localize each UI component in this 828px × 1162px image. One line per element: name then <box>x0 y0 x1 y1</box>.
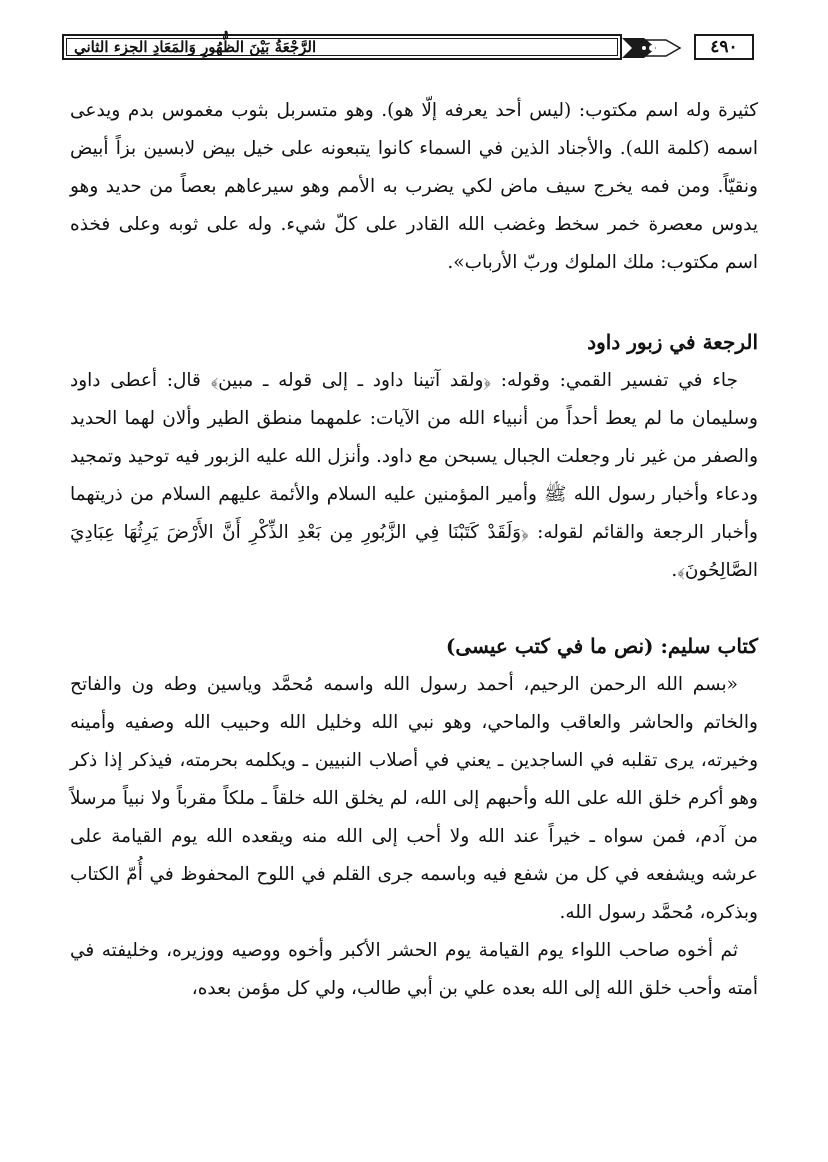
page-number: ٤٩٠ <box>694 34 754 60</box>
paragraph-sulaym-continuation: ثم أخوه صاحب اللواء يوم القيامة يوم الحشر الأكبر وأخوه ووصيه ووزيره، وخليفته في أمته وأحب خلق الله إلى الله بعده علي بن أبي طالب، ولي كل مؤمن بعده، <box>70 940 758 999</box>
section-heading-sulaym: كتاب سليم: (نص ما في كتب عيسى) <box>445 634 758 658</box>
book-title: الرَّجْعَةُ بَيْنَ الظُّهُورِ وَالمَعَادِ الجزء الثاني <box>74 38 317 56</box>
header-title-frame <box>62 34 622 60</box>
paragraph-continuation: كثيرة وله اسم مكتوب: (ليس أحد يعرفه إلّا هو). وهو متسربل بثوب مغموس بدم ويدعى اسمه (كلمة الله). والأجناد الذين في السماء كانوا يتبعونه على خيل بيض لابسين بزاً أبيض ونقيّاً. ومن فمه يخرج سيف ماض لكي يضرب به الأمم وهو سيرعاهم بعصاً من حديد وهو يدوس معصرة خمر سخط وغضب الله القادر على كلّ شيء. وله على ثوبه وعلى فخذه اسم مكتوب: ملك الملوك وربّ الأرباب». <box>70 100 758 273</box>
page-body <box>70 92 758 1008</box>
paragraph-sulaym-quote: «بسم الله الرحمن الرحيم، أحمد رسول الله واسمه مُحمَّد وياسين وطه ون والفاتح والخاتم والحاشر والعاقب والماحي، وهو نبي الله وخليل الله وحبيب الله وصفيه وأمينه وخيرته، يرى تقلبه في الساجدين ـ يعني في أصلاب النبيين ـ ويكلمه بحرمته، فيذكر إذا ذكر وهو أكرم خلق الله على الله وأحبهم إلى الله، لم يخلق الله خلقاً ـ ملكاً مقرباً ولا نبياً مرسلاً من آدم، فمن سواه ـ خيراً عند الله ولا أحب إلى الله منه ويقعده الله يوم القيامة على عرشه ويشفعه في كل من شفع فيه وباسمه جرى القلم في اللوح المحفوظ في أُمّ الكتاب وبذكره، مُحمَّد رسول الله. <box>70 674 758 923</box>
paragraph-zabur: جاء في تفسير القمي: وقوله: ﴿ولقد آتينا داود ـ إلى قوله ـ مبين﴾ قال: أعطى داود وسليمان ما لم يعط أحداً من أنبياء الله من الآيات: علمهما منطق الطير وألان لهما الحديد والصفر من غير نار وجعلت الجبال يسبحن مع داود. وأنزل الله عليه الزبور فيه توحيد وتمجيد ودعاء وأخبار رسول الله ﷺ وأمير المؤمنين عليه السلام والأئمة عليهم السلام من ذريتهما وأخبار الرجعة والقائم لقوله: ﴿وَلَقَدْ كَتَبْنَا فِي الزَّبُورِ مِن بَعْدِ الذِّكْرِ أَنَّ الأَرْضَ يَرِثُهَا عِبَادِيَ الصَّالِحُونَ﴾. <box>70 370 758 581</box>
page-header <box>62 30 754 66</box>
section-heading-zabur: الرجعة في زبور داود <box>587 330 758 354</box>
header-ornament-icon <box>622 30 682 66</box>
